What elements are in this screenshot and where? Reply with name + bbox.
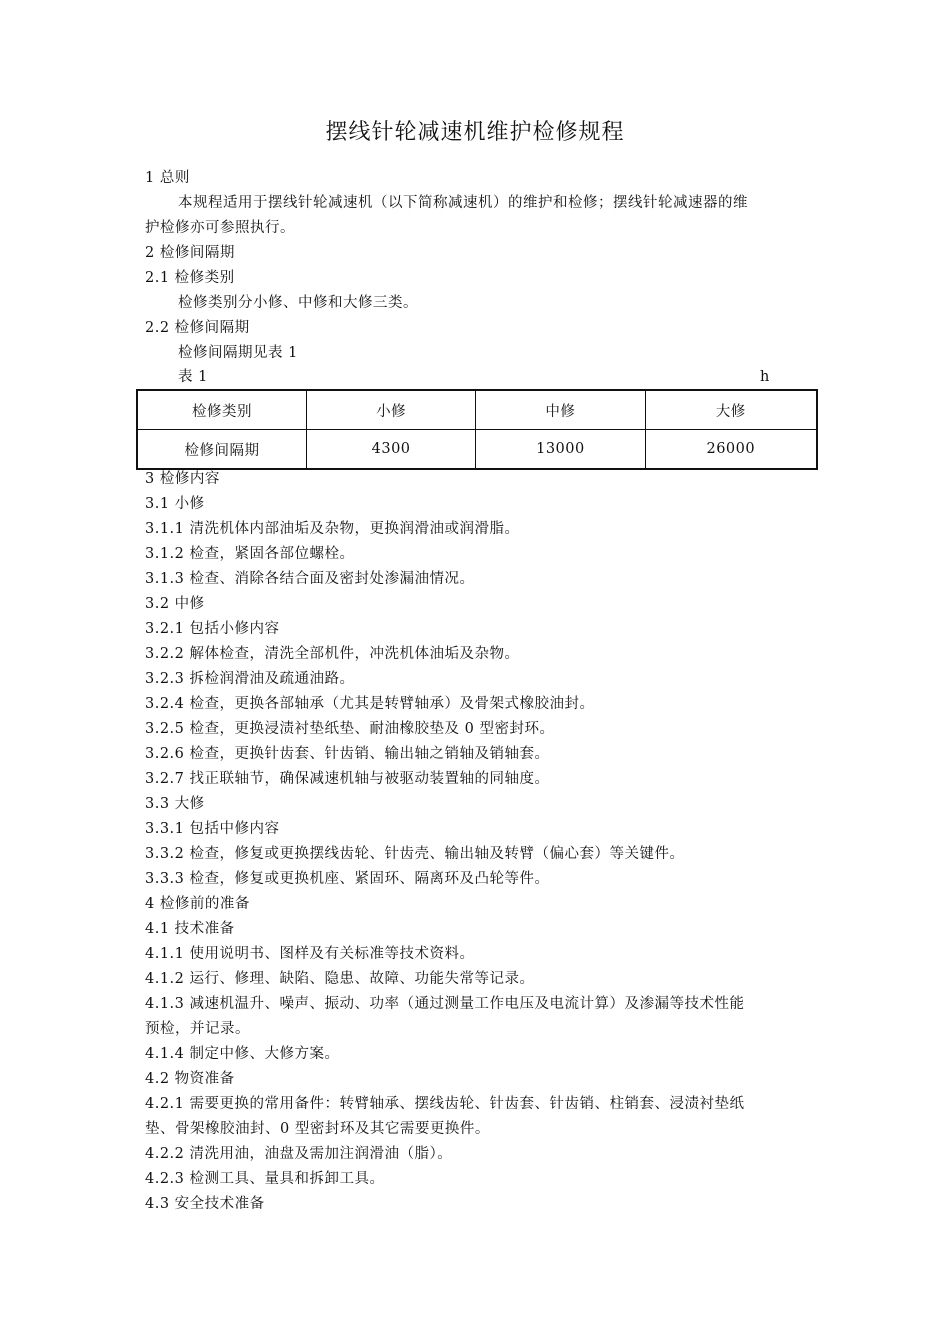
text-line: 3.2.6 检查，更换针齿套、针齿销、输出轴之销轴及销轴套。 [145, 746, 550, 762]
text-line: 本规程适用于摆线针轮减速机（以下简称减速机）的维护和检修；摆线针轮减速器的维 [178, 195, 748, 211]
table-header-cell: 中修 [476, 390, 645, 430]
text-line: 3.1 小修 [145, 496, 205, 512]
table-unit-label: h [760, 369, 770, 385]
text-line: 3.2.1 包括小修内容 [145, 621, 280, 637]
text-line: 1 总则 [145, 170, 190, 186]
maintenance-interval-table [136, 389, 818, 470]
document-title: 摆线针轮减速机维护检修规程 [325, 120, 625, 145]
text-line: 3.2.2 解体检查，清洗全部机件，冲洗机体油垢及杂物。 [145, 646, 520, 662]
text-line: 3.3.1 包括中修内容 [145, 821, 280, 837]
table-cell: 4300 [306, 430, 475, 470]
text-line: 4.2.1 需要更换的常用备件：转臂轴承、摆线齿轮、针齿套、针齿销、柱销套、浸渍衬垫纸 [145, 1096, 745, 1112]
text-line: 3 检修内容 [145, 471, 220, 487]
text-line: 表 1 [178, 369, 208, 385]
text-line: 4.1.2 运行、修理、缺陷、隐患、故障、功能失常等记录。 [145, 971, 535, 987]
text-line: 检修间隔期见表 1 [178, 345, 298, 361]
text-line: 4.2.3 检测工具、量具和拆卸工具。 [145, 1171, 385, 1187]
text-line: 3.1.3 检查、消除各结合面及密封处渗漏油情况。 [145, 571, 475, 587]
text-line: 4 检修前的准备 [145, 896, 250, 912]
table-header-cell: 小修 [306, 390, 475, 430]
text-line: 3.1.1 清洗机体内部油垢及杂物，更换润滑油或润滑脂。 [145, 521, 520, 537]
text-line: 2.2 检修间隔期 [145, 320, 250, 336]
text-line: 检修类别分小修、中修和大修三类。 [178, 295, 418, 311]
text-line: 4.1.1 使用说明书、图样及有关标准等技术资料。 [145, 946, 475, 962]
table-cell: 26000 [645, 430, 817, 470]
table-header-cell: 检修类别 [137, 390, 306, 430]
text-line: 2.1 检修类别 [145, 270, 235, 286]
text-line: 3.3.2 检查，修复或更换摆线齿轮、针齿壳、输出轴及转臂（偏心套）等关键件。 [145, 846, 685, 862]
table-cell: 13000 [476, 430, 645, 470]
text-line: 2 检修间隔期 [145, 245, 235, 261]
text-line: 3.3 大修 [145, 796, 205, 812]
text-line: 4.3 安全技术准备 [145, 1196, 265, 1212]
table-row [137, 430, 817, 470]
text-line: 3.2.7 找正联轴节，确保减速机轴与被驱动装置轴的同轴度。 [145, 771, 550, 787]
text-line: 4.1.3 减速机温升、噪声、振动、功率（通过测量工作电压及电流计算）及渗漏等技术性能 [145, 996, 745, 1012]
text-line: 垫、骨架橡胶油封、0 型密封环及其它需要更换件。 [145, 1121, 490, 1137]
text-line: 3.1.2 检查，紧固各部位螺栓。 [145, 546, 355, 562]
text-line: 4.1 技术准备 [145, 921, 235, 937]
text-line: 4.2.2 清洗用油，油盘及需加注润滑油（脂）。 [145, 1146, 453, 1162]
text-line: 3.2.3 拆检润滑油及疏通油路。 [145, 671, 355, 687]
table-header-cell: 大修 [645, 390, 817, 430]
table-header-row [137, 390, 817, 430]
text-line: 3.3.3 检查，修复或更换机座、紧固环、隔离环及凸轮等件。 [145, 871, 550, 887]
text-line: 3.2.5 检查，更换浸渍衬垫纸垫、耐油橡胶垫及 0 型密封环。 [145, 721, 555, 737]
text-line: 3.2.4 检查，更换各部轴承（尤其是转臂轴承）及骨架式橡胶油封。 [145, 696, 595, 712]
text-line: 4.1.4 制定中修、大修方案。 [145, 1046, 340, 1062]
text-line: 护检修亦可参照执行。 [145, 220, 295, 236]
text-line: 预检，并记录。 [145, 1021, 250, 1037]
text-line: 4.2 物资准备 [145, 1071, 235, 1087]
text-line: 3.2 中修 [145, 596, 205, 612]
table-cell: 检修间隔期 [137, 430, 306, 470]
